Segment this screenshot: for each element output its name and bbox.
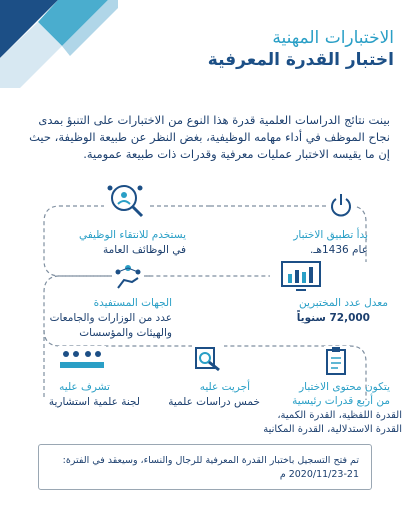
clipboard-pencil-icon: [324, 346, 350, 376]
registration-note-line-1: تم فتح التسجيل باختبار القدرة المعرفية للرجال والنساء، وسيعقد في الفترة:: [62, 455, 359, 466]
rate-label: معدل عدد المختبرين: [299, 297, 388, 309]
content-label-2: من أربع قدرات رئيسية: [292, 395, 390, 407]
studies-value: خمس دراسات علمية: [168, 396, 260, 408]
content-value-1: القدرة اللفظية، القدرة الكمية،: [277, 410, 402, 421]
beneficiaries-value-1: عدد من الوزارات والجامعات: [49, 312, 172, 324]
content-label-1: يتكون محتوى الاختبار: [299, 381, 390, 393]
search-people-icon: [104, 180, 148, 220]
beneficiaries-label: الجهات المستفيدة: [93, 297, 172, 309]
usage-value: في الوظائف العامة: [103, 244, 186, 256]
studies-label: أجريت عليه: [199, 381, 250, 393]
committee-icon: [58, 346, 106, 372]
content-value-2: القدرة الاستدلالية، القدرة المكانية: [263, 424, 402, 435]
monitor-chart-icon: [280, 260, 322, 292]
intro-paragraph: بينت نتائج الدراسات العلمية قدرة هذا النوع من الاختبارات على التنبؤ بمدى نجاح الموظف في أداء مهامه الوظيفية، بغض النظر عن طبيعة الوظيفة، حيث إن ما يقيسه الاختبار عمليات معرفية وقدرات ذات طبيعة عمومية.: [29, 113, 390, 161]
microscope-icon: [192, 342, 224, 374]
start-value: عام 1436هـ.: [310, 244, 368, 256]
start-label: بدأ تطبيق الاختبار: [293, 229, 368, 241]
page-subtitle: الاختبارات المهنية: [272, 28, 394, 48]
registration-note-line-2: 2020/11/23-21 م: [279, 469, 359, 480]
network-hand-icon: [112, 262, 144, 292]
supervisor-value: لجنة علمية استشارية: [48, 396, 140, 408]
supervisor-label: تشرف عليه: [59, 381, 110, 393]
usage-label: يستخدم للانتقاء الوظيفي: [78, 229, 186, 241]
registration-note: [49, 454, 359, 482]
power-icon: [326, 190, 356, 220]
beneficiaries-value-2: والهيئات والمؤسسات: [79, 327, 172, 339]
rate-value: 72,000 سنوياً: [296, 312, 370, 324]
registration-note-box: [38, 444, 372, 490]
page-title: اختبار القدرة المعرفية: [207, 50, 394, 70]
